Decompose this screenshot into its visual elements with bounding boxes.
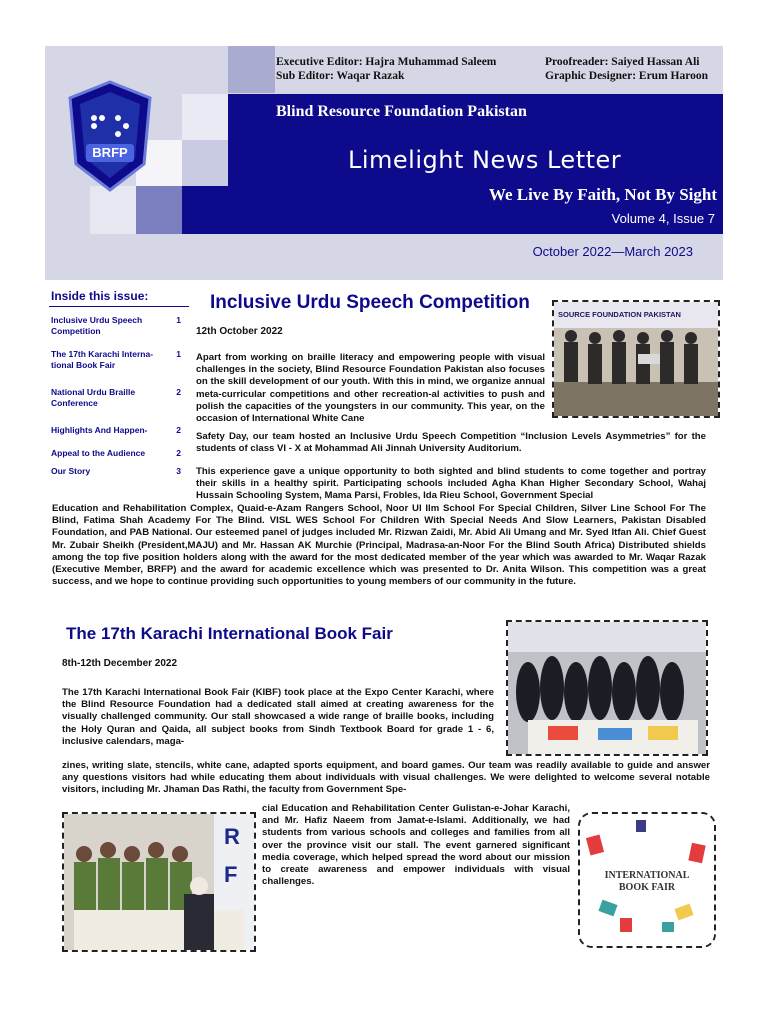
toc-divider [49, 306, 189, 307]
svg-text:F: F [224, 862, 238, 887]
book-fair-poster [578, 812, 716, 948]
toc-item-label: The 17th Karachi Interna-tional Book Fair [51, 349, 154, 370]
poster-line1: INTERNATIONAL [604, 870, 690, 881]
toc-item-page: 2 [176, 425, 181, 435]
book-fair-visitors-photo [62, 812, 256, 952]
toc-item-label: National Urdu Braille Conference [51, 387, 136, 408]
toc-item-page: 2 [176, 387, 181, 397]
book-fair-group-photo [506, 620, 708, 756]
article-paragraph: Safety Day, our team hosted an Inclusive Urdu Speech Competition “Inclusion Levels Asymmetries” for the students of class VI - X at Mohammad Ali Jinnah University Auditorium. [196, 431, 706, 455]
table-of-contents [45, 285, 189, 485]
executive-editor: Executive Editor: Hajra Muhammad Saleem [276, 56, 497, 68]
article-paragraph: cial Education and Rehabilitation Center Gulistan-e-Johar Karachi, and Mr. Hafiz Naeem from Jamat-e-Islami. Additionally, we had students from various schools and colleges and families from all over the province visit our stall. The event garnered significant media coverage, which helped spread the word about our mission to create awareness and empower individuals with visual challenges. [262, 803, 570, 888]
toc-item-label: Appeal to the Audience [51, 448, 146, 458]
sub-editor: Sub Editor: Waqar Razak [276, 70, 405, 82]
article-date: 12th October 2022 [196, 326, 283, 337]
motto: We Live By Faith, Not By Sight [488, 185, 717, 204]
toc-item[interactable] [51, 349, 181, 371]
poster-line2: BOOK FAIR [618, 882, 676, 893]
article-date: 8th-12th December 2022 [62, 658, 178, 669]
article-paragraph: Apart from working on braille literacy and empowering people with visual challenges in the society, Blind Resource Foundation Pakistan also focuses on the skill development of our youth. With this in mind, we organize annual meta-curricular competitions and other recreation-al activities to push and polish the capacities of the youngsters in our community. This year, on the occasion of International White Cane [196, 352, 545, 425]
article-title-book-fair: The 17th Karachi International Book Fair [66, 624, 393, 643]
toc-item-page: 2 [176, 448, 181, 458]
proofreader: Proofreader: Saiyed Hassan Ali [545, 56, 700, 68]
toc-item-page: 1 [176, 315, 181, 325]
article-paragraph: Education and Rehabilitation Complex, Quaid-e-Azam Rangers School, Noor Ul Ilm School For Special Children, Silver Line School For The Blind, Fatima Shah Academy For The Blind. VISL WES School For Children With Special Needs And Slow Learners, Pakistan Disabled Foundation, and PAB National. Our esteemed panel of judges included Mr. Rizwan Zaidi, Mr. Abid Ali Umang and Mr. Syed Itfan Ali. Chief Guest Mr. Zubair Sheikh (President,MAJU) and Mr. Hassan AK Murchie (Principal, Madrasa-an-Noor For the Blind South Africa) Distributed shields among the top five position holders along with the award for the most dedicated member of the year which was awarded to Mr. Waqar Razak (Executive Member, BRFP) and the award for academic excellence which was presented to Dr. Anita Wilson. This competition was a great success, and we hope to continue providing such opportunities to young members of our community in the future. [52, 503, 706, 588]
article-paragraph: The 17th Karachi International Book Fair (KIBF) took place at the Expo Center Karachi, where the Blind Resource Foundation had a dedicated stall aimed at creating awareness for the visually challenged community. Our stall showcased a wide range of braille books, including the Holy Quran and Qaida, all subject books from Sindh Textbook Board for grade 1 - 6, inclusive calendars, maga- [62, 687, 494, 747]
date-range: October 2022—March 2023 [532, 244, 693, 259]
speech-competition-photo [552, 300, 720, 418]
newsletter-title: Limelight News Letter [348, 146, 622, 174]
article-paragraph: This experience gave a unique opportunity to both sighted and blind students to come together and portray their skills in a healthy spirit. Participating schools included Agha Khan Higher Secondary School, Wahaj Hussain Schooling System, Mama Parsi, Frobles, Ida Rieu School, Government Special [196, 466, 706, 502]
svg-text:R: R [224, 824, 240, 849]
decor-square [228, 46, 275, 93]
toc-item[interactable] [51, 315, 181, 337]
decor-square [182, 94, 228, 140]
toc-item[interactable] [51, 448, 181, 459]
org-name: Blind Resource Foundation Pakistan [276, 103, 527, 120]
photo-banner-text: SOURCE FOUNDATION PAKISTAN [558, 310, 681, 319]
toc-item-label: Highlights And Happen- [51, 425, 148, 435]
credits-right [545, 55, 708, 83]
toc-item[interactable] [51, 425, 181, 436]
brfp-logo [64, 78, 156, 194]
toc-title: Inside this issue: [51, 289, 149, 303]
article-paragraph: zines, writing slate, stencils, white cane, adapted sports equipment, and board games. Our team was readily available to guide and answer any questions visitors had while educating them about individuals with visual challenges. We were delighted to welcome several notable visitors, including Mr. Jhaman Das Rathi, the faculty from Government Spe- [62, 760, 710, 796]
volume-issue: Volume 4, Issue 7 [611, 211, 715, 226]
toc-item-label: Our Story [51, 466, 91, 476]
decor-square [182, 140, 228, 186]
graphic-designer: Graphic Designer: Erum Haroon [545, 70, 709, 82]
logo-text: BRFP [92, 145, 128, 160]
toc-item[interactable] [51, 387, 181, 409]
toc-item[interactable] [51, 466, 181, 477]
credits-left [276, 55, 496, 83]
article-title-speech-competition: Inclusive Urdu Speech Competition [210, 292, 530, 313]
toc-item-page: 3 [176, 466, 181, 476]
toc-item-page: 1 [176, 349, 181, 359]
toc-item-label: Inclusive Urdu Speech Competition [51, 315, 143, 336]
